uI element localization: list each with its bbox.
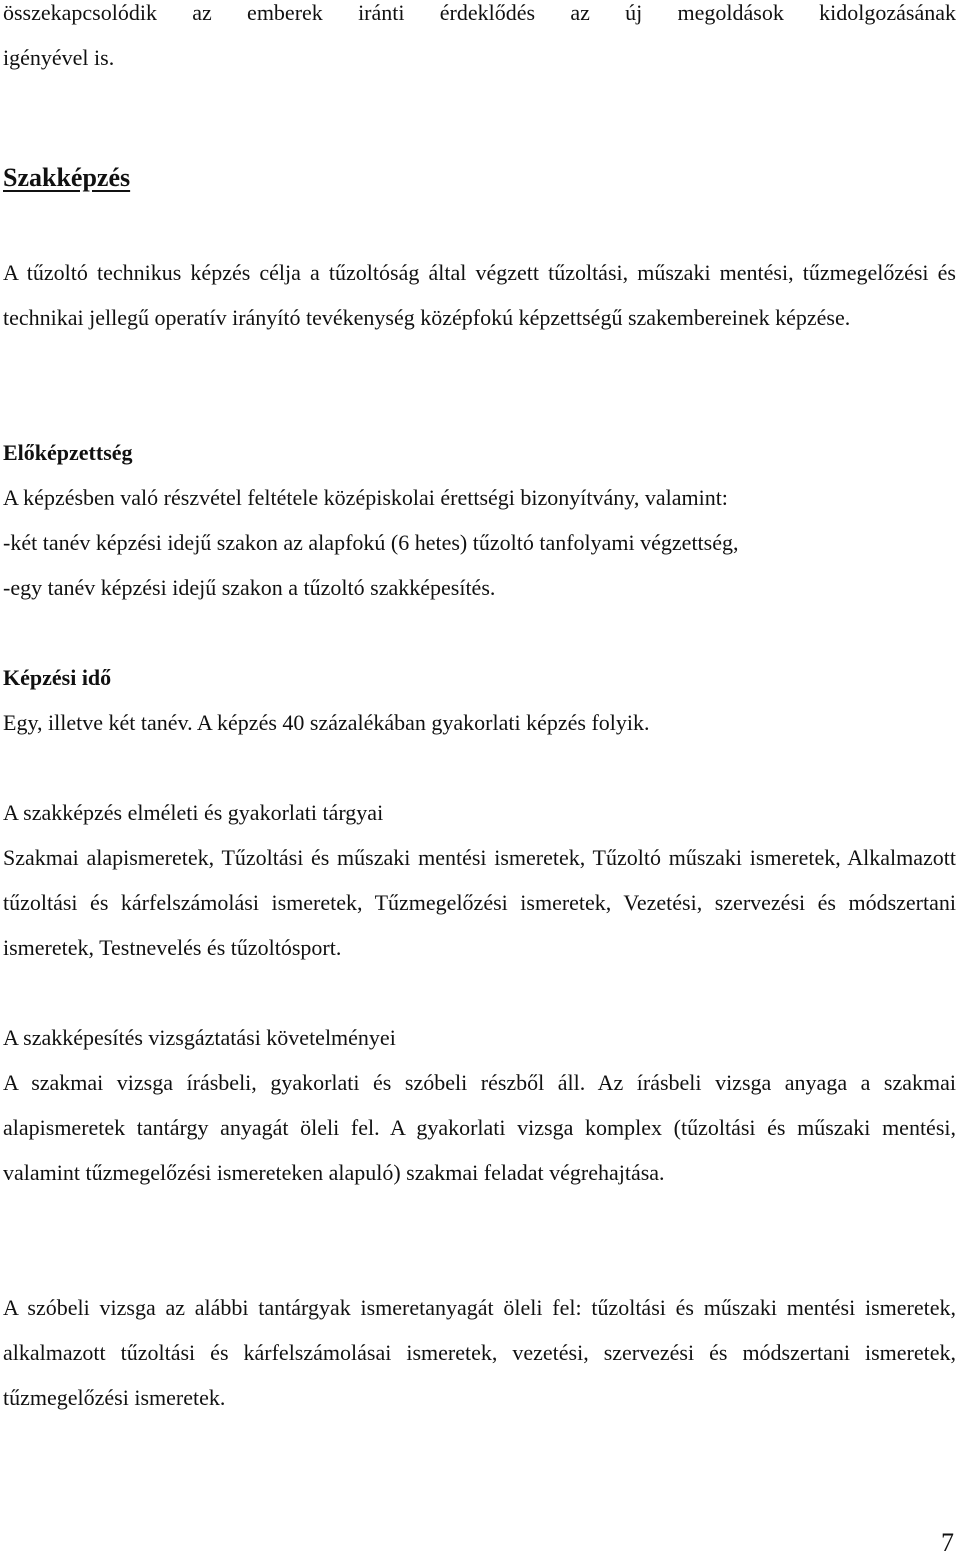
elokepzettseg-line-2: -két tanév képzési idejű szakon az alapfokú (6 hetes) tűzoltó tanfolyami végzettség, bbox=[3, 530, 739, 555]
intro-line-1: összekapcsolódik az emberek iránti érdeklődés az új megoldások kidolgozásának bbox=[3, 0, 956, 25]
page-number: 7 bbox=[941, 1528, 954, 1557]
kepzesi-ido-text: Egy, illetve két tanév. A képzés 40 százalékában gyakorlati képzés folyik. bbox=[3, 710, 650, 735]
section-heading-vizsga: A szakképesítés vizsgáztatási követelményei bbox=[3, 1025, 396, 1050]
section-heading-kepzesi-ido: Képzési idő bbox=[3, 665, 112, 690]
section-heading-elokepzettseg: Előképzettség bbox=[3, 440, 133, 465]
elokepzettseg-line-3: -egy tanév képzési idejű szakon a tűzoltó szakképesítés. bbox=[3, 575, 496, 600]
intro-line-2: igényével is. bbox=[3, 45, 115, 70]
vizsga-paragraph-2: A szóbeli vizsga az alábbi tantárgyak ismeretanyagát öleli fel: tűzoltási és műszaki mentési ismeretek, alkalmazott tűzoltási és kárfelszámolásai ismeretek, vezetési, szervezési és módszertani ismeretek, tűzmegelőzési ismeretek. bbox=[3, 1295, 956, 1410]
elokepzettseg-line-1: A képzésben való részvétel feltétele középiskolai érettségi bizonyítvány, valamint: bbox=[3, 485, 728, 510]
section-heading-targyak: A szakképzés elméleti és gyakorlati tárgyai bbox=[3, 800, 384, 825]
section-heading-szakkepzes: Szakképzés bbox=[3, 163, 131, 192]
targyak-paragraph: Szakmai alapismeretek, Tűzoltási és műszaki mentési ismeretek, Tűzoltó műszaki ismeretek, Alkalmazott tűzoltási és kárfelszámolási ismeretek, Tűzmegelőzési ismeretek, Vezetési, szervezési és módszertani ismeretek, Testnevelés és tűzoltósport. bbox=[3, 845, 956, 960]
szakkepzes-paragraph: A tűzoltó technikus képzés célja a tűzoltóság által végzett tűzoltási, műszaki mentési, tűzmegelőzési és technikai jellegű operatív irányító tevékenység középfokú képzettségű szakembereinek képzése. bbox=[3, 260, 956, 330]
vizsga-paragraph-1: A szakmai vizsga írásbeli, gyakorlati és szóbeli részből áll. Az írásbeli vizsga anyaga a szakmai alapismeretek tantárgy anyagát öleli fel. A gyakorlati vizsga komplex (tűzoltási és műszaki mentési, valamint tűzmegelőzési ismereteken alapuló) szakmai feladat végrehajtása. bbox=[3, 1070, 956, 1185]
